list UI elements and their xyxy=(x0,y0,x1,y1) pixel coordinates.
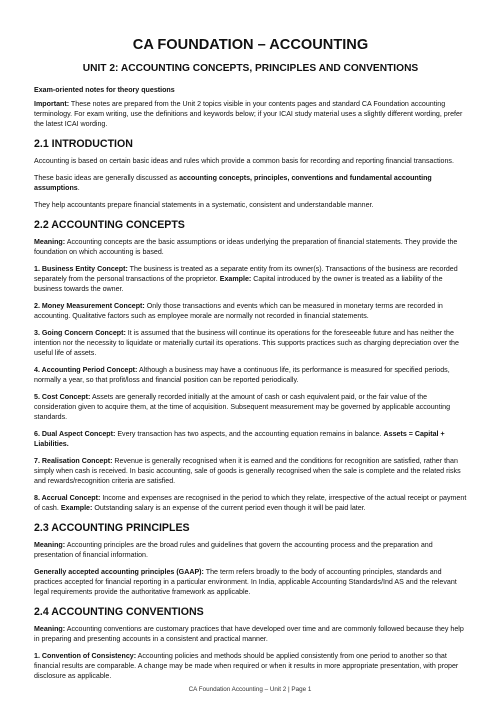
concept-text: Every transaction has two aspects, and the accounting equation remains in balance. xyxy=(115,430,384,438)
concept-text: Revenue is generally recognised when it is earned and the conditions for recognition are satisfied, rather than simply when cash is received. In basic accounting, sale of goods is generally recognised when the sale is complete and the related risks and rewards/recognition criteria are satisfied. xyxy=(34,457,461,485)
concept-label: 6. Dual Aspect Concept: xyxy=(34,430,116,438)
meaning-label: Meaning: xyxy=(34,541,66,549)
concept-money-measurement xyxy=(34,301,467,321)
intro-p2-bold: accounting concepts, principles, conventions and fundamental accounting assumptions xyxy=(34,174,432,192)
concept-label: 2. Money Measurement Concept: xyxy=(34,302,145,310)
page-footer: CA Foundation Accounting – Unit 2 | Page 1 xyxy=(188,686,312,693)
section-heading-introduction: 2.1 INTRODUCTION xyxy=(34,138,133,150)
section-heading-conventions: 2.4 ACCOUNTING CONVENTIONS xyxy=(34,606,204,618)
intro-paragraph-1: Accounting is based on certain basic ideas and rules which provide a common basis for recording and reporting financial transactions. xyxy=(34,157,454,165)
meaning-text: Accounting concepts are the basic assumptions or ideas underlying the preparation of financial statements. They provide the foundation on which accounting is based. xyxy=(34,238,458,256)
important-text: These notes are prepared from the Unit 2 topics visible in your contents pages and standard CA Foundation accounting terminology. For exam writing, use the definitions and keywords below; if your ICAI study material uses a slightly different wording, prefer the latest ICAI wording. xyxy=(34,100,463,128)
intro-p2-text: These basic ideas are generally discussed as xyxy=(34,174,180,182)
accounting-equation: Assets = Capital + Liabilities. xyxy=(34,430,445,448)
concept-text: Income and expenses are recognised in the period to which they relate, irrespective of the actual receipt or payment of cash. xyxy=(34,494,467,512)
concept-text: Although a business may have a continuous life, its performance is measured for specified periods, normally a year, so that profit/loss and financial position can be reported periodically. xyxy=(34,366,450,384)
document-title: CA FOUNDATION – ACCOUNTING xyxy=(132,37,369,53)
convention-label: 1. Convention of Consistency: xyxy=(34,652,137,660)
intro-p2-end: . xyxy=(77,184,80,192)
notes-heading: Exam-oriented notes for theory questions xyxy=(34,86,175,94)
gaap-text: The term refers broadly to the body of accounting principles, standards and practices accepted for financial reporting in a particular environment. In India, applicable Accounting Standards/Ind AS and the relevant legal requirements provide the authoritative framework as applicable. xyxy=(34,568,457,596)
example-label: Example: xyxy=(60,504,93,512)
meaning-text: Accounting principles are the broad rules and guidelines that govern the accounting process and the preparation and presentation of financial information. xyxy=(34,541,433,559)
concept-realisation xyxy=(34,456,467,486)
intro-paragraph-2 xyxy=(34,173,467,193)
concept-label: 3. Going Concern Concept: xyxy=(34,329,126,337)
concept-dual-aspect xyxy=(34,429,467,449)
concept-label: 1. Business Entity Concept: xyxy=(34,265,128,273)
concept-business-entity xyxy=(34,264,467,294)
concept-text: The business is treated as a separate entity from its owner(s). Transactions of the business are recorded separately from the personal transactions of the proprietor. xyxy=(34,265,458,283)
concept-cost xyxy=(34,392,467,422)
conventions-meaning xyxy=(34,624,467,644)
section-heading-principles: 2.3 ACCOUNTING PRINCIPLES xyxy=(34,522,190,534)
gaap-paragraph xyxy=(34,567,467,597)
section-heading-concepts: 2.2 ACCOUNTING CONCEPTS xyxy=(34,219,185,231)
gaap-label: Generally accepted accounting principles (GAAP): xyxy=(34,568,204,576)
concept-text: Assets are generally recorded initially at the amount of cash or cash equivalent paid, or the fair value of the consideration given to acquire them, at the time of acquisition. Subsequent measurement may be governed by applicable accounting standards. xyxy=(34,393,451,421)
convention-text: Accounting policies and methods should be applied consistently from one period to another so that financial results are comparable. A change may be made when required or when it results in more appropriate presentation, with proper disclosure as applicable. xyxy=(34,652,459,680)
concept-text: Only those transactions and events which can be measured in monetary terms are recorded in accounting. Qualitative factors such as employee morale are normally not recorded in financial statements. xyxy=(34,302,443,320)
concepts-meaning xyxy=(34,237,467,257)
intro-paragraph-3: They help accountants prepare financial statements in a systematic, consistent and understandable manner. xyxy=(34,201,374,209)
concept-accrual xyxy=(34,493,467,513)
concept-going-concern xyxy=(34,328,467,358)
concept-label: 8. Accrual Concept: xyxy=(34,494,101,502)
meaning-label: Meaning: xyxy=(34,238,66,246)
concept-accounting-period xyxy=(34,365,467,385)
meaning-label: Meaning: xyxy=(34,625,66,633)
important-label: Important: xyxy=(34,100,70,108)
concept-label: 7. Realisation Concept: xyxy=(34,457,113,465)
convention-consistency xyxy=(34,651,467,681)
example-text: Outstanding salary is an expense of the current period even though it will be paid later. xyxy=(92,504,366,512)
important-note xyxy=(34,99,467,129)
concept-text: It is assumed that the business will continue its operations for the foreseeable future and has neither the intention nor the necessity to liquidate or materially curtail its operations. This supports practices such as charging depreciation over the useful life of assets. xyxy=(34,329,459,357)
meaning-text: Accounting conventions are customary practices that have developed over time and are commonly followed because they help in preparing and presenting accounts in a consistent and practical manner. xyxy=(34,625,464,643)
example-text: Capital introduced by the owner is treated as a liability of the business towards the owner. xyxy=(34,275,443,293)
example-label: Example: xyxy=(219,275,252,283)
concept-label: 4. Accounting Period Concept: xyxy=(34,366,138,374)
document-subtitle: UNIT 2: ACCOUNTING CONCEPTS, PRINCIPLES AND CONVENTIONS xyxy=(82,63,419,74)
principles-meaning xyxy=(34,540,467,560)
concept-label: 5. Cost Concept: xyxy=(34,393,91,401)
